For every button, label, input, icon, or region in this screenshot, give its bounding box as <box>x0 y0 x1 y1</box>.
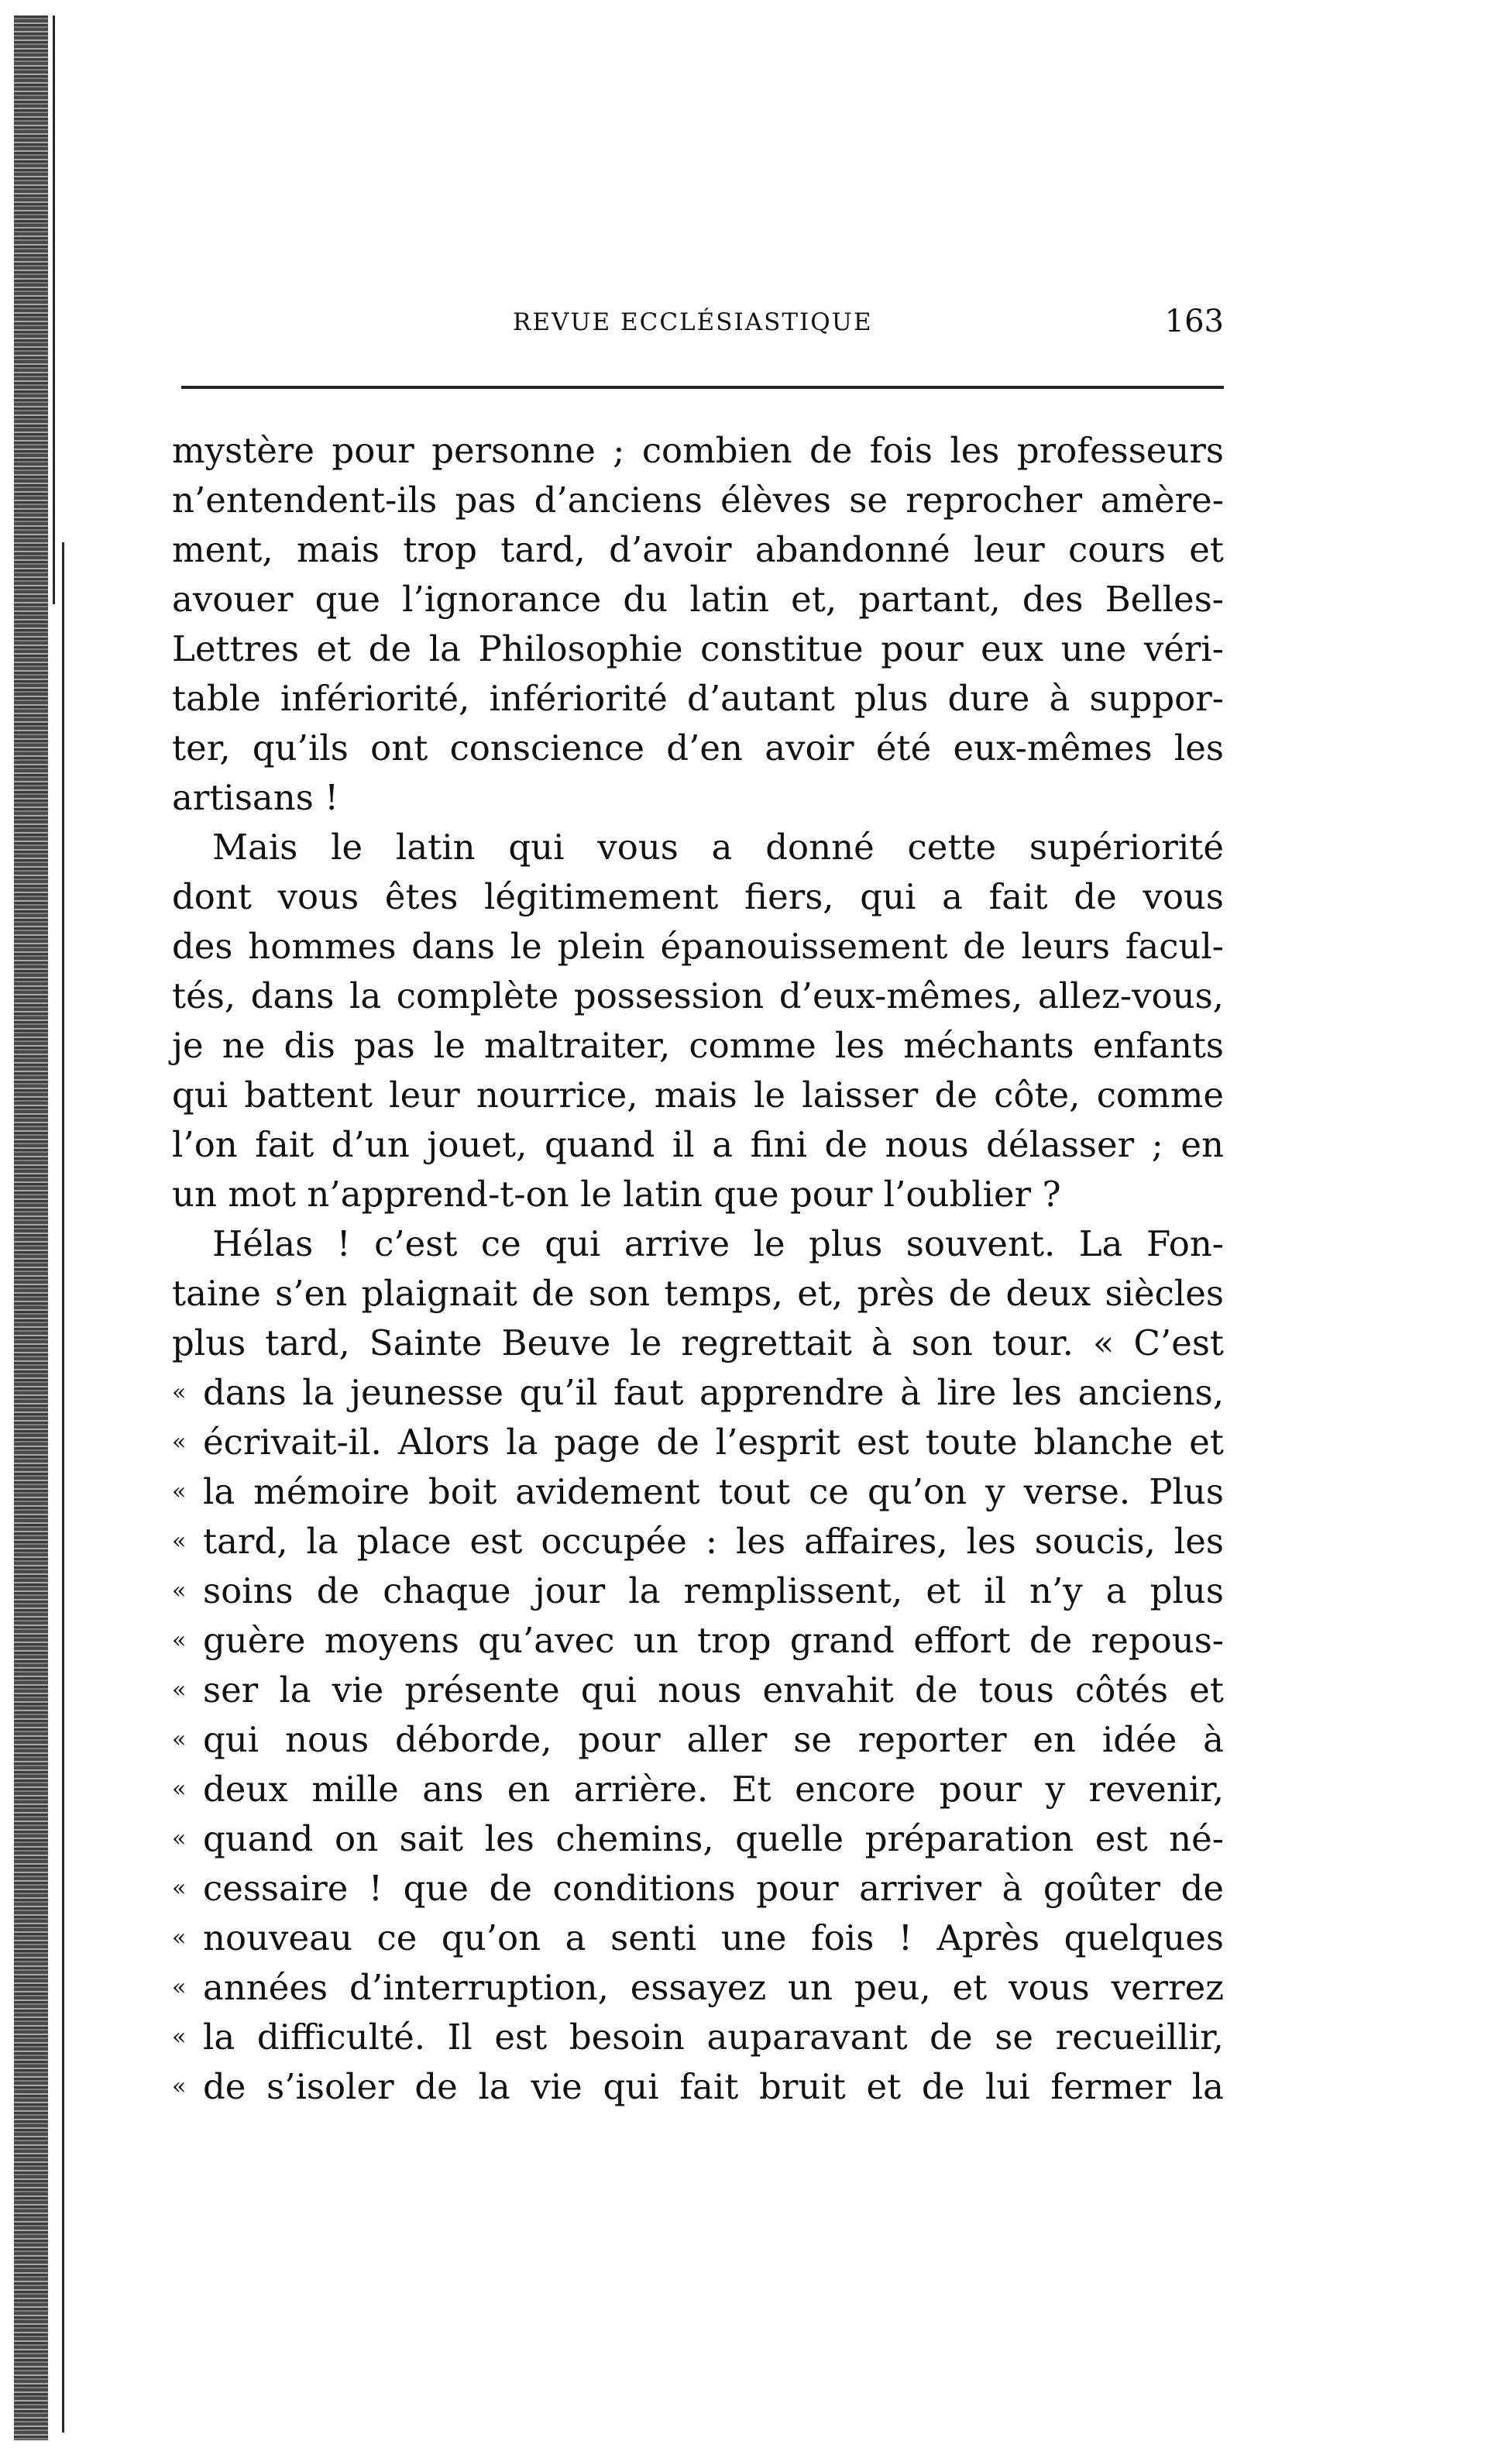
text-line <box>172 1120 1224 1170</box>
text-line <box>172 1170 1224 1219</box>
quote-mark: « <box>172 1478 187 1505</box>
text-line <box>172 575 1224 624</box>
binding-line <box>53 15 55 604</box>
quote-mark: « <box>172 1577 187 1604</box>
text-line-content: table infériorité, infériorité d’autant plus dure à suppor- <box>172 678 1224 719</box>
text-line-content: qui battent leur nourrice, mais le laisser de côte, comme <box>172 1074 1224 1116</box>
text-line-content: deux mille ans en arrière. Et encore pour y revenir, <box>203 1769 1224 1810</box>
text-line-content: nouveau ce qu’on a senti une fois ! Après quelques <box>203 1917 1224 1958</box>
text-line <box>172 525 1224 575</box>
text-line <box>172 1319 1224 1368</box>
quote-mark: « <box>172 1924 187 1951</box>
text-line <box>172 1021 1224 1071</box>
body-text <box>172 426 1224 2112</box>
text-line-content: de s’isoler de la vie qui fait bruit et de lui fermer la <box>203 2066 1224 2107</box>
quote-mark: « <box>172 1776 187 1803</box>
quote-mark: « <box>172 1726 187 1753</box>
text-line-content: soins de chaque jour la remplissent, et il n’y a plus <box>203 1570 1224 1611</box>
text-line-content: Mais le latin qui vous a donné cette supériorité <box>212 827 1224 868</box>
text-line <box>172 1467 1224 1517</box>
text-line <box>172 624 1224 674</box>
text-line <box>172 1219 1224 1269</box>
text-line-content: qui nous déborde, pour aller se reporter en idée à <box>203 1719 1224 1760</box>
binding-edge <box>14 15 48 2440</box>
quote-mark: « <box>172 2023 187 2051</box>
text-line-content: tard, la place est occupée : les affaires, les soucis, les <box>203 1521 1224 1562</box>
text-line-content: Lettres et de la Philosophie constitue pour eux une véri- <box>172 628 1224 669</box>
text-line <box>172 1566 1224 1616</box>
text-line-content: l’on fait d’un jouet, quand il a fini de nous délasser ; en <box>172 1124 1224 1165</box>
text-line <box>172 823 1224 872</box>
text-line-content: Hélas ! c’est ce qui arrive le plus souvent. La Fon- <box>212 1223 1224 1264</box>
text-line <box>172 1616 1224 1666</box>
binding-line <box>62 542 64 2433</box>
text-line <box>172 872 1224 922</box>
text-line <box>172 922 1224 971</box>
text-line <box>172 1368 1224 1418</box>
text-line <box>172 2013 1224 2062</box>
text-line <box>172 1071 1224 1120</box>
text-line-content: cessaire ! que de conditions pour arriver à goûter de <box>203 1868 1224 1909</box>
text-line <box>172 1814 1224 1864</box>
text-line <box>172 1913 1224 1963</box>
text-line <box>172 476 1224 525</box>
text-line <box>172 1269 1224 1319</box>
text-line-content: un mot n’apprend-t-on le latin que pour l’oublier ? <box>172 1174 1061 1215</box>
text-line-content: n’entendent-ils pas d’anciens élèves se reprocher amère- <box>172 480 1224 521</box>
page-number: 163 <box>1164 304 1224 339</box>
text-line-content: avouer que l’ignorance du latin et, partant, des Belles- <box>172 579 1224 620</box>
text-line-content: quand on sait les chemins, quelle préparation est né- <box>203 1818 1224 1859</box>
text-line-content: guère moyens qu’avec un trop grand effort de repous- <box>203 1620 1224 1661</box>
text-line-content: tés, dans la complète possession d’eux-mêmes, allez-vous, <box>172 975 1224 1016</box>
quote-mark: « <box>172 2073 187 2100</box>
text-line-content: années d’interruption, essayez un peu, et vous verrez <box>203 1967 1224 2008</box>
text-line <box>172 1666 1224 1715</box>
text-line-content: dans la jeunesse qu’il faut apprendre à lire les anciens, <box>203 1372 1224 1413</box>
running-head <box>181 304 1224 350</box>
text-line-content: plus tard, Sainte Beuve le regrettait à son tour. « C’est <box>172 1322 1224 1363</box>
quote-mark: « <box>172 1627 187 1654</box>
text-line-content: la difficulté. Il est besoin auparavant de se recueillir, <box>203 2017 1224 2058</box>
text-line-content: artisans ! <box>172 777 339 818</box>
text-line <box>172 724 1224 773</box>
text-line <box>172 1765 1224 1814</box>
quote-mark: « <box>172 1528 187 1555</box>
text-line-content: des hommes dans le plein épanouissement de leurs facul- <box>172 926 1224 967</box>
text-line <box>172 1715 1224 1765</box>
text-line-content: dont vous êtes légitimement fiers, qui a fait de vous <box>172 876 1224 917</box>
running-title: REVUE ECCLÉSIASTIQUE <box>513 308 873 336</box>
text-line-content: mystère pour personne ; combien de fois les professeurs <box>172 430 1224 471</box>
text-line <box>172 971 1224 1021</box>
text-line <box>172 1517 1224 1566</box>
text-line-content: écrivait-il. Alors la page de l’esprit est toute blanche et <box>203 1422 1224 1463</box>
text-line <box>172 674 1224 724</box>
text-line-content: je ne dis pas le maltraiter, comme les méchants enfants <box>172 1025 1224 1066</box>
quote-mark: « <box>172 1974 187 2001</box>
text-line-content: ser la vie présente qui nous envahit de tous côtés et <box>203 1669 1224 1711</box>
header-rule <box>181 386 1224 389</box>
text-line-content: ter, qu’ils ont conscience d’en avoir été eux-mêmes les <box>172 727 1224 768</box>
quote-mark: « <box>172 1429 187 1456</box>
text-line-content: ment, mais trop tard, d’avoir abandonné leur cours et <box>172 529 1224 570</box>
quote-mark: « <box>172 1825 187 1852</box>
text-line <box>172 1963 1224 2013</box>
quote-mark: « <box>172 1875 187 1902</box>
text-line-content: taine s’en plaignait de son temps, et, près de deux siècles <box>172 1273 1224 1314</box>
text-line <box>172 2062 1224 2112</box>
text-line <box>172 773 1224 823</box>
text-line <box>172 426 1224 476</box>
quote-mark: « <box>172 1676 187 1704</box>
text-line <box>172 1864 1224 1913</box>
quote-mark: « <box>172 1379 187 1406</box>
text-line-content: la mémoire boit avidement tout ce qu’on y verse. Plus <box>203 1471 1224 1512</box>
text-line <box>172 1418 1224 1467</box>
